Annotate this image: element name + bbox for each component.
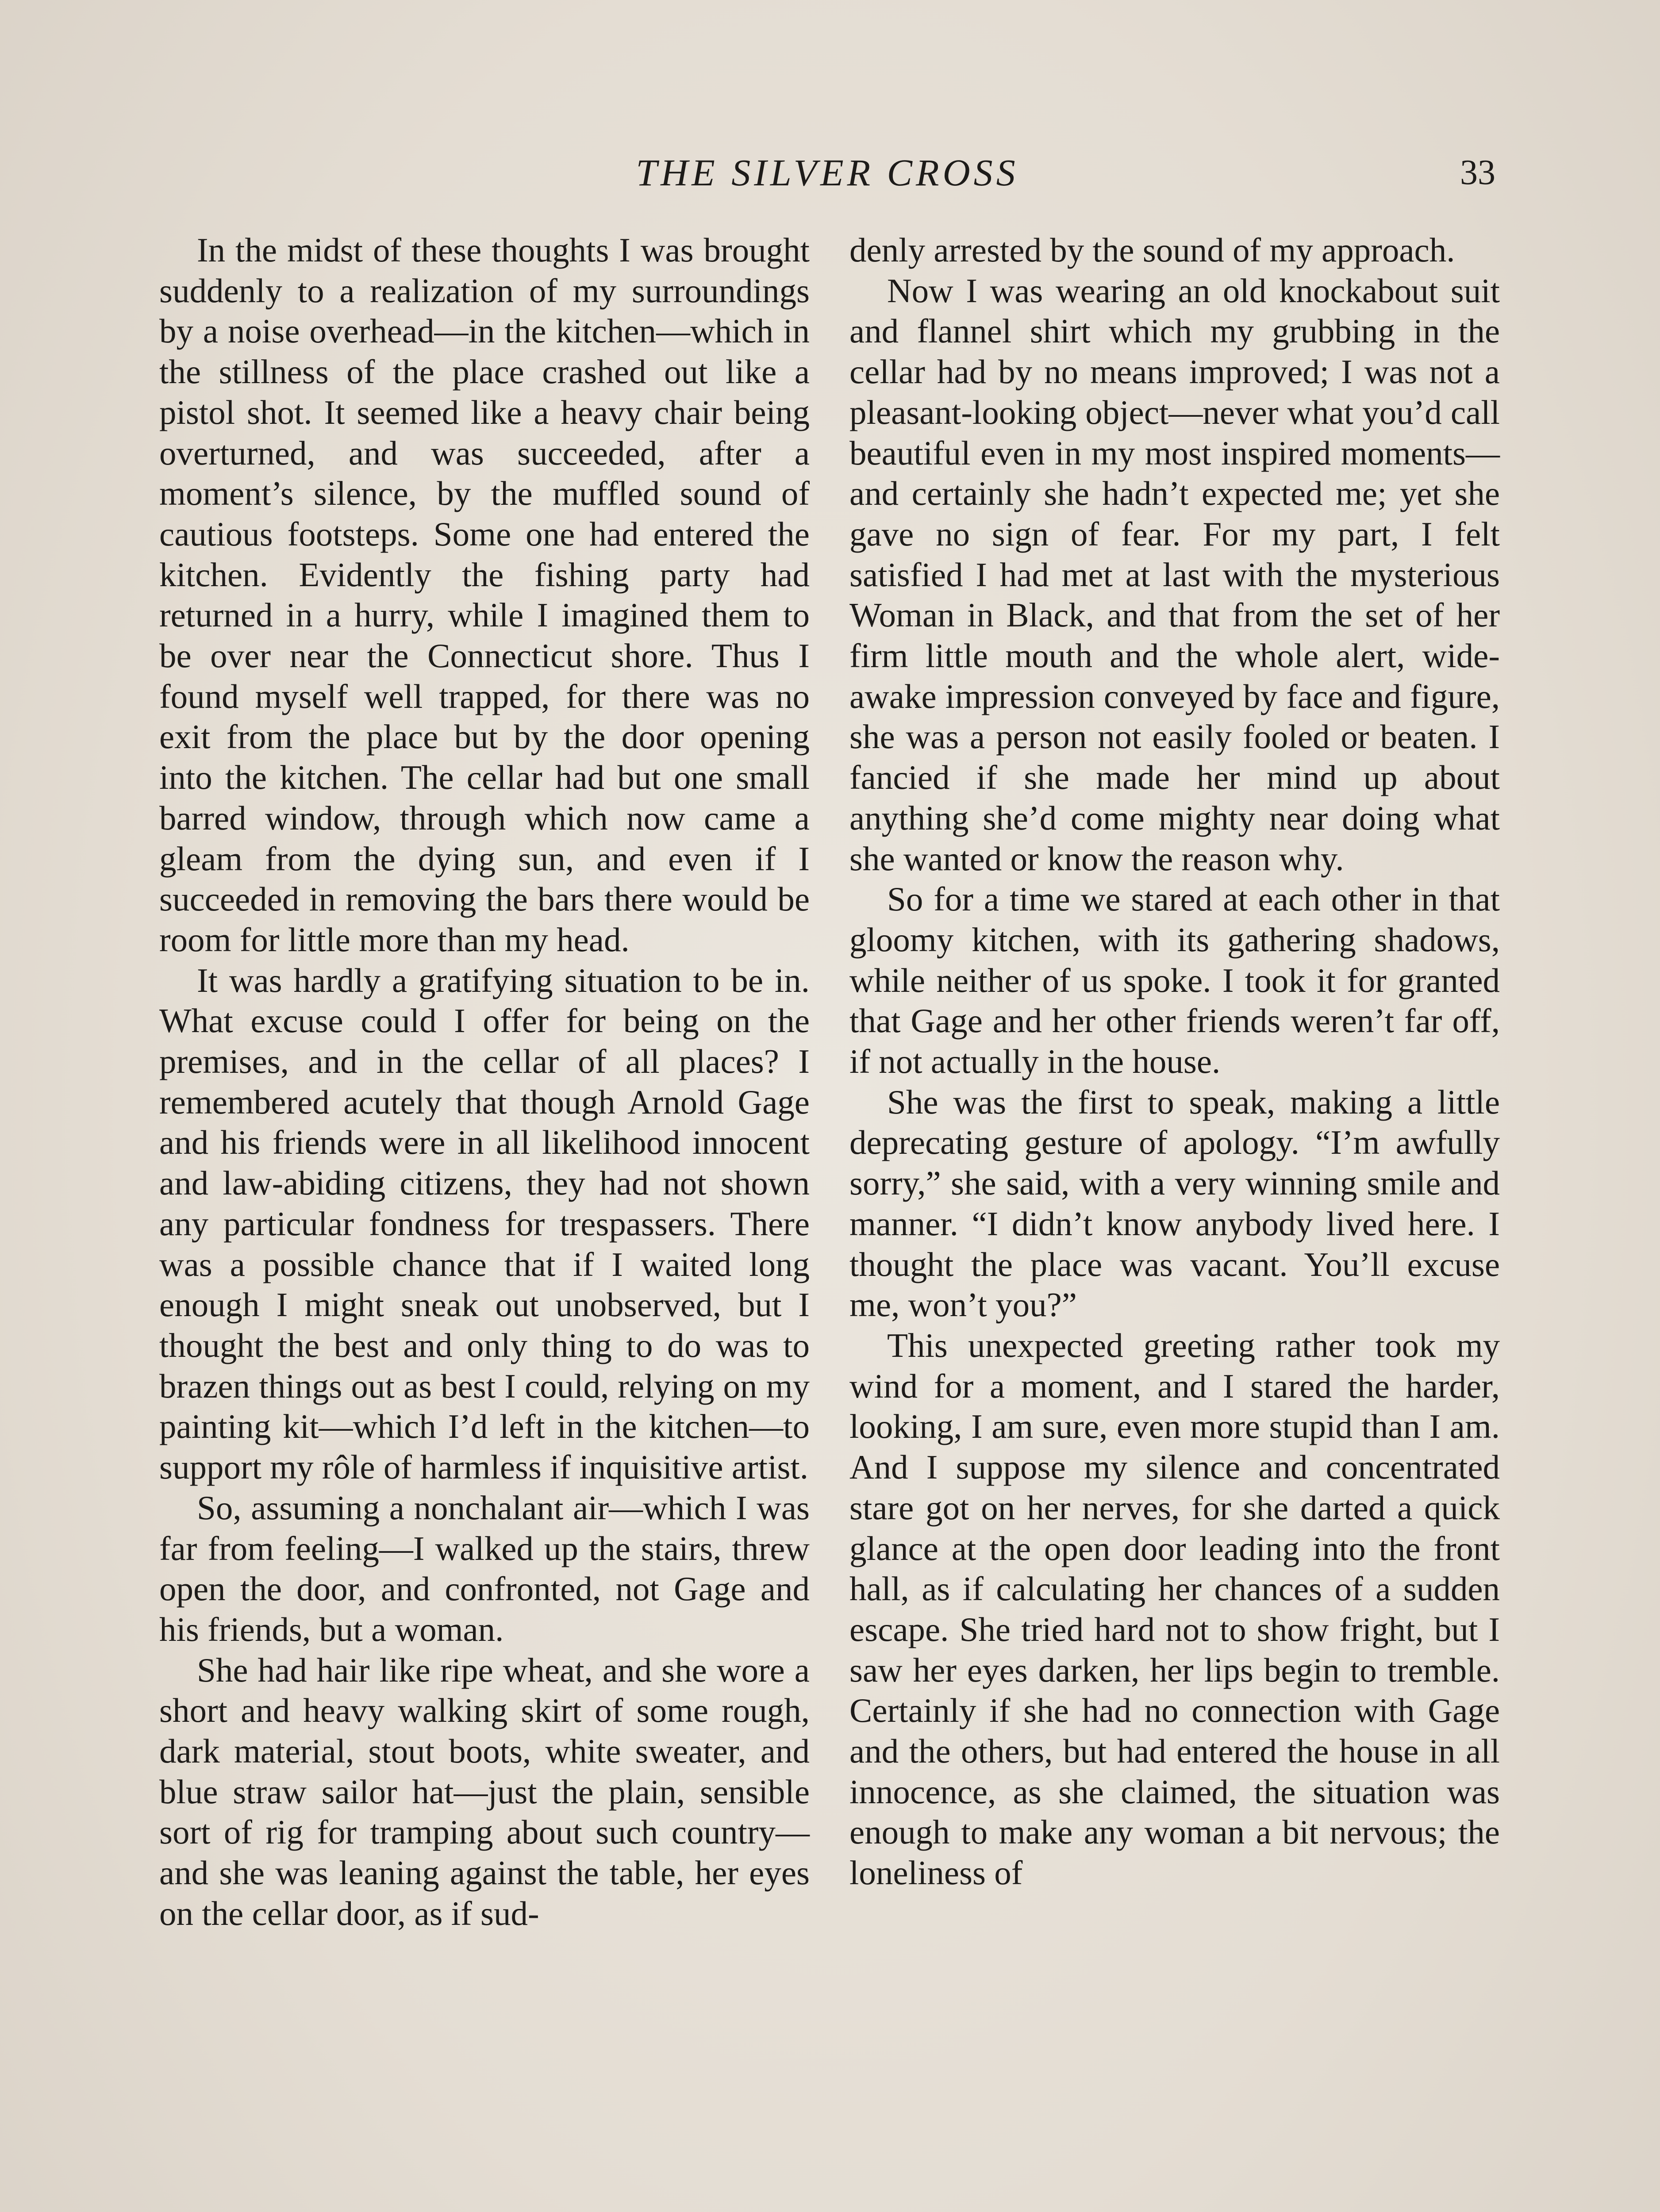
page-header bbox=[159, 146, 1495, 199]
text-column-right bbox=[849, 230, 1500, 1893]
paragraph: In the midst of these thoughts I was brought suddenly to a realization of my surroundings by a noise overhead—in the kitchen—which in the stillness of the place crashed out like a pistol shot. It seemed like a heavy chair being overturned, and was succeeded, after a moment’s silence, by the muffled sound of cautious footsteps. Some one had entered the kitchen. Evidently the fishing party had returned in a hurry, while I imagined them to be over near the Connecticut shore. Thus I found myself well trapped, for there was no exit from the place but by the door opening into the kitchen. The cellar had but one small barred window, through which now came a gleam from the dying sun, and even if I succeeded in removing the bars there would be room for little more than my head. bbox=[159, 231, 810, 959]
paragraph: This unexpected greeting rather took my wind for a moment, and I stared the harder, looking, I am sure, even more stupid than I am. And I suppose my silence and concentrated stare got on her nerves, for she darted a quick glance at the open door leading into the front hall, as if calculating her chances of a sudden escape. She tried hard not to show fright, but I saw her eyes darken, her lips begin to tremble. Certainly if she had no connection with Gage and the others, but had entered the house in all innocence, as she claimed, the situation was enough to make any woman a bit nervous; the loneliness of bbox=[849, 1326, 1500, 1892]
paragraph: It was hardly a gratifying situation to be in. What excuse could I offer for being on the premises, and in the cellar of all places? I remembered acutely that though Arnold Gage and his friends were in all likelihood innocent and law-abiding citizens, they had not shown any particular fondness for trespassers. There was a possible chance that if I waited long enough I might sneak out unobserved, but I thought the best and only thing to do was to brazen things out as best I could, relying on my painting kit—which I’d left in the kitchen—to support my rôle of harmless if inquisitive artist. bbox=[159, 961, 810, 1486]
paragraph: So for a time we stared at each other in that gloomy kitchen, with its gathering shadows, while neither of us spoke. I took it for granted that Gage and her other friends weren’t far off, if not actually in the house. bbox=[849, 880, 1500, 1081]
page-number: 33 bbox=[1460, 153, 1495, 192]
running-title: THE SILVER CROSS bbox=[636, 151, 1019, 194]
text-column-left bbox=[159, 230, 810, 1934]
paragraph: She was the first to speak, making a little deprecating gesture of apology. “I’m awfully sorry,” she said, with a very winning smile and manner. “I didn’t know anybody lived here. I thought the place was vacant. You’ll excuse me, won’t you?” bbox=[849, 1083, 1500, 1324]
paragraph: So, assuming a nonchalant air—which I was far from feeling—I walked up the stairs, threw open the door, and confronted, not Gage and his friends, but a woman. bbox=[159, 1488, 810, 1648]
paragraph: Now I was wearing an old knockabout suit and flannel shirt which my grubbing in the cellar had by no means improved; I was not a pleasant-looking object—never what you’d call beautiful even in my most inspired moments—and certainly she hadn’t expected me; yet she gave no sign of fear. For my part, I felt satisfied I had met at last with the mysterious Woman in Black, and that from the set of her firm little mouth and the whole alert, wide-awake impression conveyed by face and figure, she was a person not easily fooled or beaten. I fancied if she made her mind up about anything she’d come mighty near doing what she wanted or know the reason why. bbox=[849, 271, 1500, 878]
paragraph-continuation: denly arrested by the sound of my approach. bbox=[849, 231, 1455, 269]
paragraph: She had hair like ripe wheat, and she wore a short and heavy walking skirt of some rough, dark material, stout boots, white sweater, and blue straw sailor hat—just the plain, sensible sort of rig for tramping about such country—and she was leaning against the table, her eyes on the cellar door, as if sud- bbox=[159, 1651, 810, 1932]
